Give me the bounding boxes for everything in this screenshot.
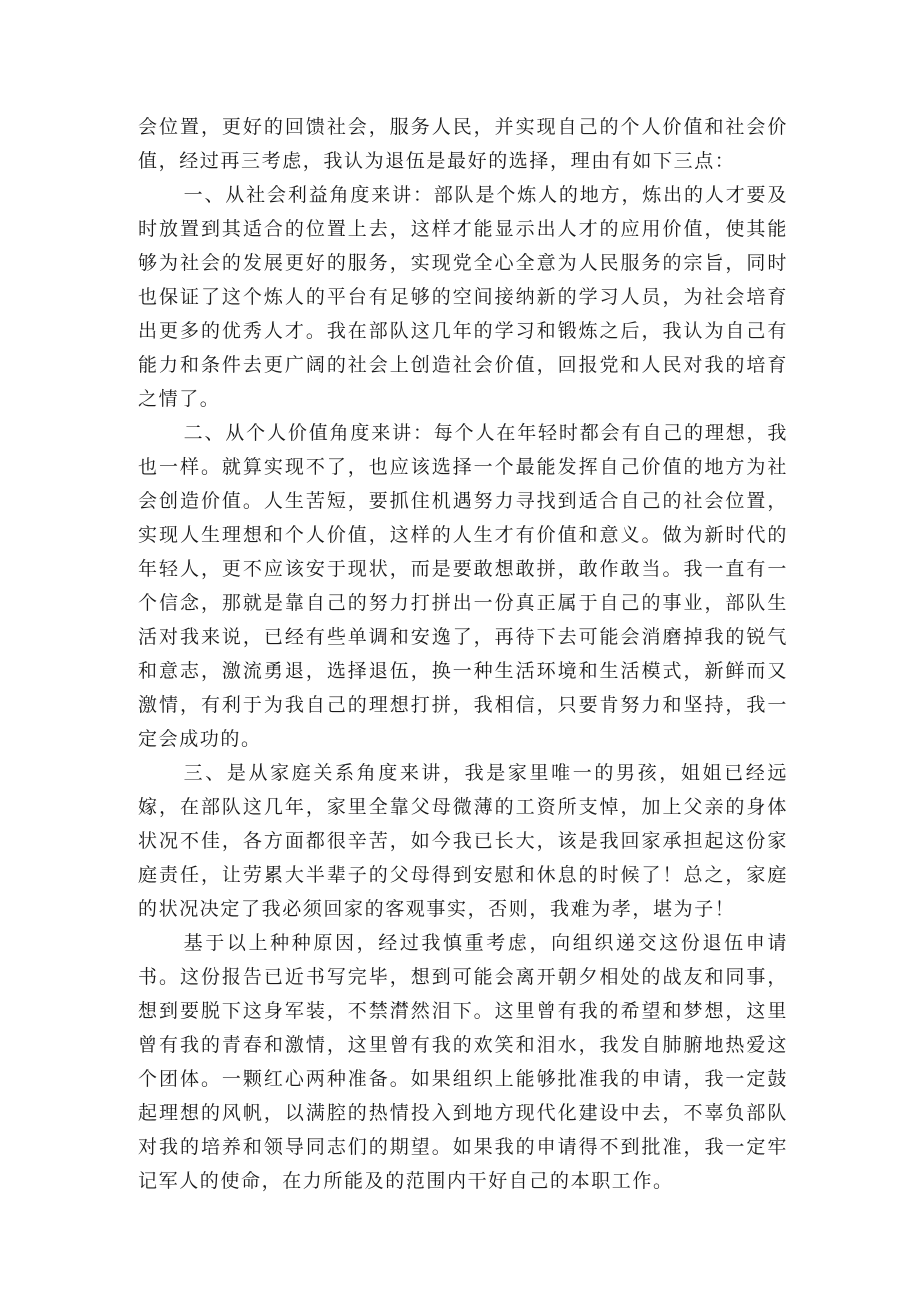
- paragraph-social-interest: 一、从社会利益角度来讲：部队是个炼人的地方，炼出的人才要及时放置到其适合的位置上去，这样才能显示出人才的应用价值，使其能够为社会的发展更好的服务，实现党全心全意为人民服务的宗旨，同时也保证了这个炼人的平台有足够的空间接纳新的学习人员，为社会培育出更多的优秀人才。我在部队这几年的学习和锻炼之后，我认为自己有能力和条件去更广阔的社会上创造社会价值，回报党和人民对我的培育之情了。: [138, 184, 788, 410]
- paragraph-family-relations: 三、是从家庭关系角度来讲，我是家里唯一的男孩，姐姐已经远嫁，在部队这几年，家里全靠父母微薄的工资所支悼，加上父亲的身体状况不佳，各方面都很辛苦，如今我已长大，该是我回家承担起这份家庭责任，让劳累大半辈子的父母得到安慰和休息的时候了！总之，家庭的状况决定了我必须回家的客观事实，否则，我难为孝，堪为子！: [138, 762, 788, 920]
- document-body: [138, 110, 788, 1198]
- paragraph-continuation: 会位置，更好的回馈社会，服务人民，并实现自己的个人价值和社会价值，经过再三考虑，我认为退伍是最好的选择，理由有如下三点：: [138, 116, 788, 172]
- paragraph-personal-value: 二、从个人价值角度来讲：每个人在年轻时都会有自己的理想，我也一样。就算实现不了，也应该选择一个最能发挥自己价值的地方为社会创造价值。人生苦短，要抓住机遇努力寻找到适合自己的社会位置，实现人生理想和个人价值，这样的人生才有价值和意义。做为新时代的年轻人，更不应该安于现状，而是要敢想敢拼，敢作敢当。我一直有一个信念，那就是靠自己的努力打拼出一份真正属于自己的事业，部队生活对我来说，已经有些单调和安逸了，再待下去可能会消磨掉我的锐气和意志，激流勇退，选择退伍，换一种生活环境和生活模式，新鲜而又激情，有利于为我自己的理想打拼，我相信，只要肯努力和坚持，我一定会成功的。: [138, 422, 788, 750]
- paragraph-conclusion: 基于以上种种原因，经过我慎重考虑，向组织递交这份退伍申请书。这份报告已近书写完毕，想到可能会离开朝夕相处的战友和同事，想到要脱下这身军装，不禁潸然泪下。这里曾有我的希望和梦想，这里曾有我的青春和激情，这里曾有我的欢笑和泪水，我发自肺腑地热爱这个团体。一颗红心两种准备。如果组织上能够批准我的申请，我一定鼓起理想的风帆，以满腔的热情投入到地方现代化建设中去，不辜负部队对我的培养和领导同志们的期望。如果我的申请得不到批准，我一定牢记军人的使命，在力所能及的范围内干好自己的本职工作。: [138, 932, 788, 1192]
